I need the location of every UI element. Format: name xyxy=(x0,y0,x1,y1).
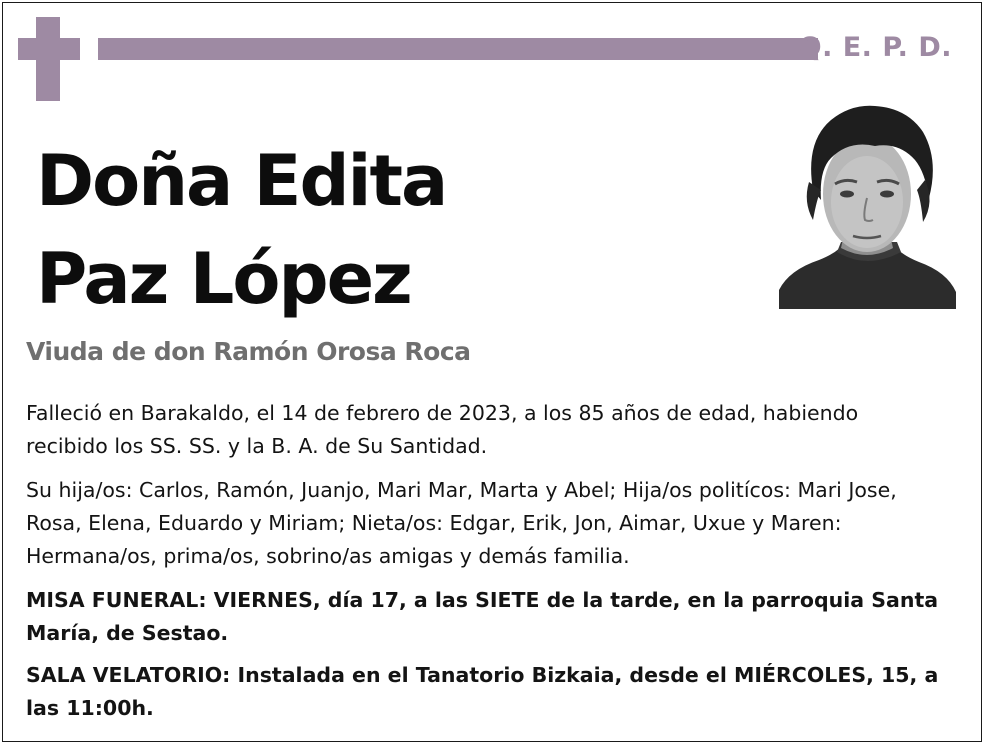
portrait-photo xyxy=(779,102,956,309)
deceased-name xyxy=(36,132,446,328)
deceased-name-line-1: Doña Edita xyxy=(36,140,447,222)
widow-of-line: Viuda de don Ramón Orosa Roca xyxy=(26,337,471,366)
death-paragraph xyxy=(26,397,966,463)
funeral-mass-line: MISA FUNERAL: VIERNES, día 17, a las SIETE de la tarde, en la parroquia Santa xyxy=(26,588,939,612)
death-paragraph-line: recibido los SS. SS. y la B. A. de Su Santidad. xyxy=(26,434,488,458)
wake-room-line: las 11:00h. xyxy=(26,696,154,720)
wake-room-line: SALA VELATORIO: Instalada en el Tanatorio Bizkaia, desde el MIÉRCOLES, 15, a xyxy=(26,663,939,687)
family-paragraph-line: Su hija/os: Carlos, Ramón, Juanjo, Mari Mar, Marta y Abel; Hija/os politícos: Mari Jose, xyxy=(26,478,897,502)
deceased-portrait xyxy=(779,102,956,309)
header-divider-bar xyxy=(98,38,818,60)
death-paragraph-line: Falleció en Barakaldo, el 14 de febrero de 2023, a los 85 años de edad, habiendo xyxy=(26,401,859,425)
family-paragraph xyxy=(26,474,966,573)
funeral-mass-line: María, de Sestao. xyxy=(26,621,229,645)
qepd-label: Q. E. P. D. xyxy=(798,32,952,63)
deceased-name-line-2: Paz López xyxy=(36,238,411,320)
family-paragraph-line: Hermana/os, prima/os, sobrino/as amigas y demás familia. xyxy=(26,544,630,568)
funeral-mass-paragraph xyxy=(26,584,966,650)
family-paragraph-line: Rosa, Elena, Eduardo y Miriam; Nieta/os: Edgar, Erik, Jon, Aimar, Uxue y Maren: xyxy=(26,511,842,535)
latin-cross-icon-bar xyxy=(18,38,80,60)
wake-room-paragraph xyxy=(26,659,966,725)
